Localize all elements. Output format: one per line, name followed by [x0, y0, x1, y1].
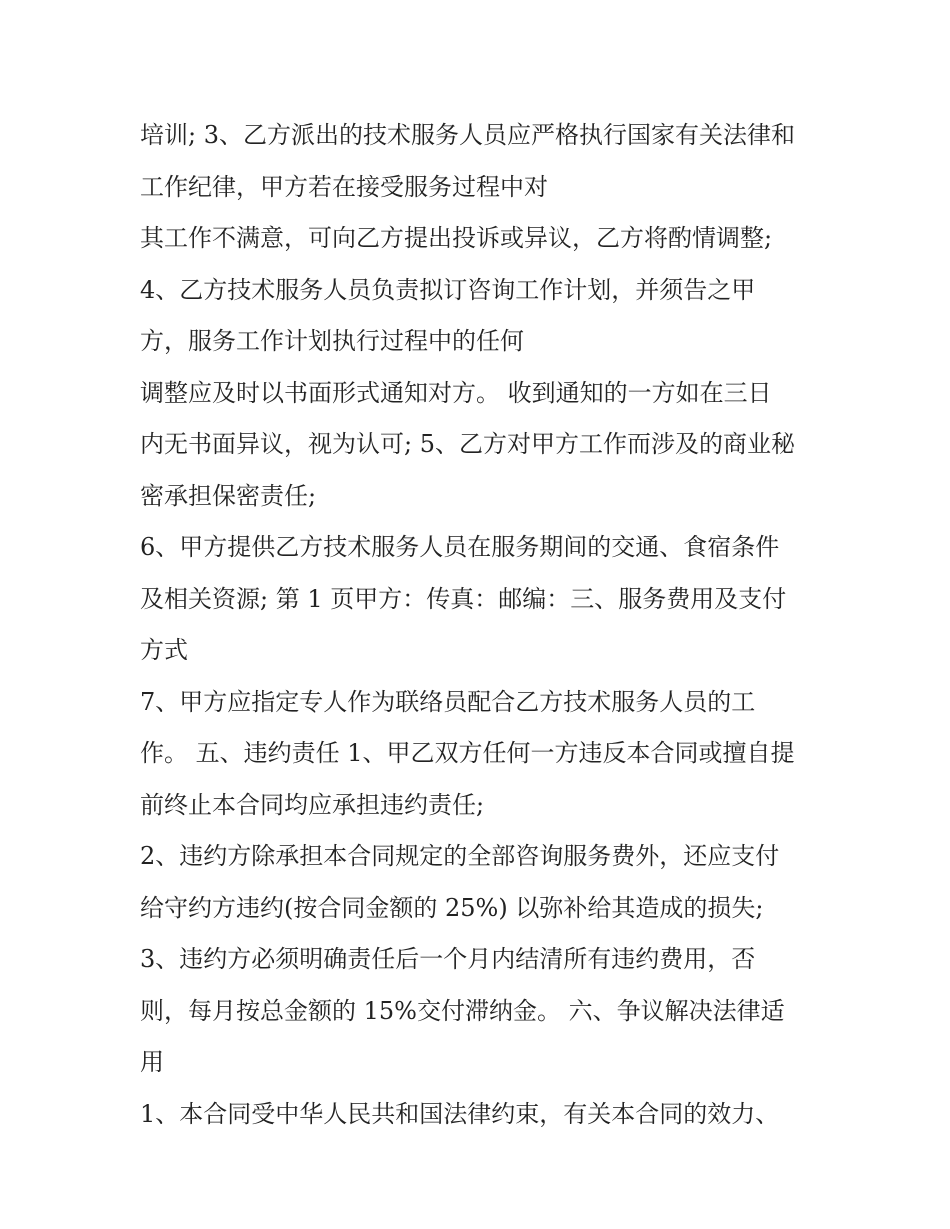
text-line: 6、甲方提供乙方技术服务人员在服务期间的交通、食宿条件	[140, 533, 780, 561]
text-line: 给守约方违约(按合同金额的 25%) 以弥补给其造成的损失;	[140, 893, 764, 922]
text-line: 及相关资源; 第 1 页甲方：传真：邮编：三、服务费用及支付	[140, 584, 787, 613]
text-line: 1、本合同受中华人民共和国法律约束，有关本合同的效力、	[140, 1099, 780, 1128]
text-line: 方，服务工作计划执行过程中的任何	[140, 327, 524, 355]
text-line: 作。 五、违约责任 1、甲乙双方任何一方违反本合同或擅自提	[140, 739, 795, 767]
document-body	[140, 110, 840, 1140]
text-line: 密承担保密责任;	[140, 481, 317, 510]
text-line: 3、违约方必须明确责任后一个月内结清所有违约费用，否	[140, 945, 756, 973]
text-line: 2、违约方除承担本合同规定的全部咨询服务费外，还应支付	[140, 842, 780, 870]
text-line: 培训; 3、乙方派出的技术服务人员应严格执行国家有关法律和	[140, 121, 795, 149]
text-line: 用	[140, 1048, 164, 1076]
text-line: 内无书面异议，视为认可; 5、乙方对甲方工作而涉及的商业秘	[140, 430, 795, 458]
text-line: 则，每月按总金额的 15%交付滞纳金。 六、争议解决法律适	[140, 996, 785, 1025]
text-line: 7、甲方应指定专人作为联络员配合乙方技术服务人员的工	[140, 687, 756, 716]
text-line: 4、乙方技术服务人员负责拟订咨询工作计划，并须告之甲	[140, 275, 756, 304]
text-line: 调整应及时以书面形式通知对方。 收到通知的一方如在三日	[140, 378, 772, 407]
text-line: 工作纪律，甲方若在接受服务过程中对	[140, 172, 548, 201]
text-line: 其工作不满意，可向乙方提出投诉或异议，乙方将酌情调整;	[140, 224, 773, 252]
text-line: 方式	[140, 636, 188, 664]
text-line: 前终止本合同均应承担违约责任;	[140, 790, 485, 819]
